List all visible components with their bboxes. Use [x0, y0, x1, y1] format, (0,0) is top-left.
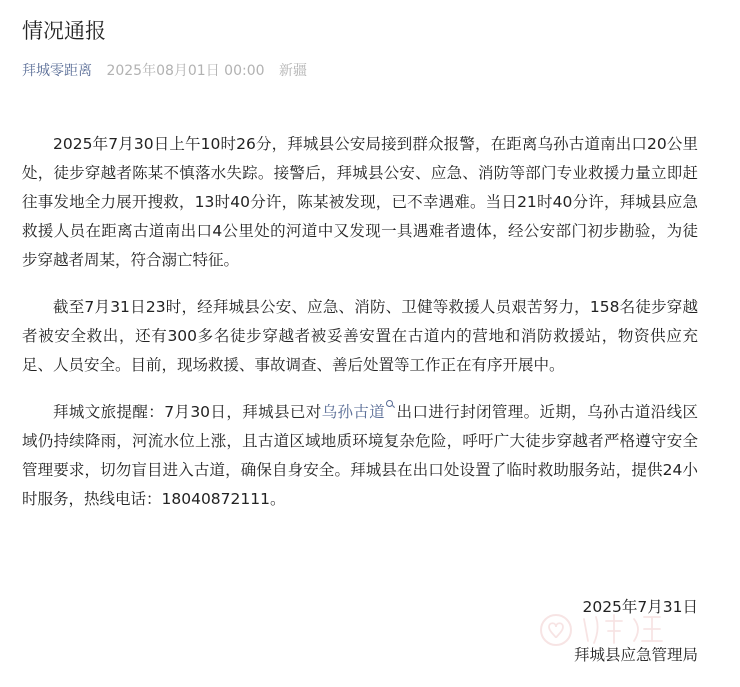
- signature-block: [574, 594, 698, 668]
- keyword-search-link[interactable]: [322, 403, 397, 421]
- paragraph-rescue: 截至7月31日23时，经拜城县公安、应急、消防、卫健等救援人员艰苦努力，158名徒步穿越者被安全救出，还有300多名徒步穿越者被妥善安置在古道内的营地和消防救援站，物资供应充足、人员安全。目前，现场救援、事故调查、善后处置等工作正在有序开展中。: [22, 298, 698, 374]
- region-label: 新疆: [278, 63, 307, 79]
- keyword-search-link-label[interactable]: 乌孙古道: [321, 403, 386, 421]
- search-icon[interactable]: [386, 400, 394, 408]
- article-meta: [22, 61, 307, 81]
- article-title: 情况通报: [22, 19, 106, 43]
- article-content: [22, 130, 698, 532]
- paragraph-reminder: [22, 398, 698, 514]
- signature-org: 拜城县应急管理局: [573, 646, 698, 664]
- paragraph-reminder-text-start: 拜城文旅提醒：7月30日，拜城县已对: [53, 403, 322, 421]
- signature-date: 2025年7月31日: [582, 598, 698, 616]
- publish-time: 2025年08月01日 00:00: [106, 63, 265, 79]
- account-name-link[interactable]: 拜城零距离: [22, 63, 92, 79]
- paragraph-reminder-text-end: 出口进行封闭管理。近期，乌孙古道沿线区域仍持续降雨，河流水位上涨，且古道区域地质环境复杂危险，呼吁广大徒步穿越者严格遵守安全管理要求，切勿盲目进入古道，确保自身安全。拜城县在出口处设置了临时救助服务站，提供24小时服务，热线电话：18040872111。: [22, 403, 698, 508]
- paragraph-incident: 2025年7月30日上午10时26分，拜城县公安局接到群众报警，在距离乌孙古道南出口20公里处，徒步穿越者陈某不慎落水失踪。接警后，拜城县公安、应急、消防等部门专业救援力量立即赶往事发地全力展开搜救，13时40分许，陈某被发现，已不幸遇难。当日21时40分许，拜城县应急救援人员在距离古道南出口4公里处的河道中又发现一具遇难者遗体，经公安部门初步勘验，为徒步穿越者周某，符合溺亡特征。: [22, 135, 698, 269]
